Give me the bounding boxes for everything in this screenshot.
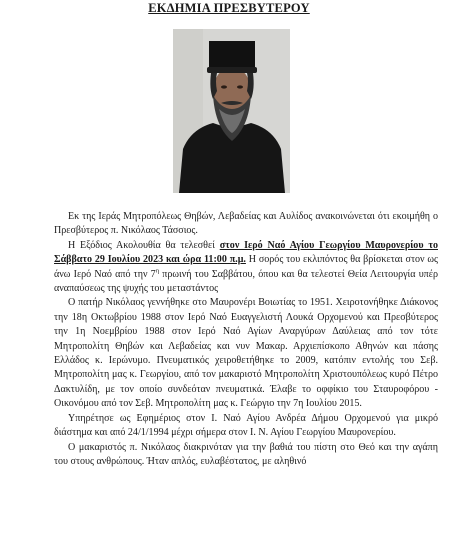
ordinal-superscript: η: [155, 267, 160, 275]
paragraph-character: Ο μακαριστός π. Νικόλαος διακρινόταν για την βαθιά του πίστη στο Θεό και την αγάπη του στους ανθρώπους. Ήταν απλός, ευλαβέστατος, με αληθινό: [54, 441, 438, 467]
announcement-body: [54, 210, 438, 469]
funeral-location-date: στον Ιερό Ναό Αγίου Γεωργίου Μαυρονερίου το Σάββατο 29 Ιουλίου 2023 και ώρα 11:00 π.μ.: [54, 239, 438, 266]
page-title: ΕΚΔΗΜΙΑ ΠΡΕΣΒΥΤΕΡΟΥ: [148, 1, 310, 15]
funeral-body-text: Η σορός του εκλιπόντος θα βρίσκεται στον ως άνω Ιερό Ναό από την 7: [54, 254, 438, 280]
paragraph-announcement: Εκ της Ιεράς Μητροπόλεως Θηβών, Λεβαδείας και Αυλίδος ανακοινώνεται ότι εκοιμήθη ο Πρεσβύτερος π. Νικόλαος Τάσσιος.: [54, 211, 438, 237]
portrait-photo: [173, 29, 290, 193]
funeral-intro-text: Η Εξόδιος Ακολουθία θα τελεσθεί: [68, 239, 220, 251]
paragraph-funeral: [54, 239, 438, 297]
priest-portrait-icon: [173, 29, 290, 193]
paragraph-biography: Ο πατήρ Νικόλαος γεννήθηκε στο Μαυρονέρι Βοιωτίας το 1951. Χειροτονήθηκε Διάκονος την 18η Οκτωβρίου 1988 στον Ιερό Ναό Ευαγγελιστή Λουκά Ορχομενού και Πρεσβύτερος την 1η Νοεμβρίου 1988 στον Ιερό Ναό Αγίων Αναργύρων Δαύλειας από τον τότε Μητροπολίτη Θηβών και Λεβαδείας και νυν Μακαρ. Αρχιεπίσκοπο Αθηνών και πάσης Ελλάδος κ. Ιερώνυμο. Πνευματικός χειροθετήθηκε το 2009, κατόπιν εντολής του Σεβ. Μητροπολίτη μας κ. Γεωργίου, από τον μακαριστό Μητροπολίτη Χριστουπόλεως κυρό Πέτρο Δακτυλίδη, με τον οποίο συνδεόταν πνευματικά. Έλαβε το οφφίκιο του Σταυροφόρου - Οικονόμου από τον Σεβ. Μητροπολίτη μας κ. Γεώργιο την 7η Ιουλίου 2015.: [54, 297, 438, 410]
funeral-end-text: πρωινή του Σαββάτου, όπου και θα τελεστεί Θεία Λειτουργία υπέρ αναπαύσεως της ψυχής του μεταστάντος: [54, 268, 438, 295]
paragraph-service: Υπηρέτησε ως Εφημέριος στον Ι. Ναό Αγίου Ανδρέα Δήμου Ορχομενού για μικρό διάστημα και από 24/1/1994 μέχρι σήμερα στον Ι. Ν. Αγίου Γεωργίου Μαυρονερίου.: [54, 412, 438, 439]
